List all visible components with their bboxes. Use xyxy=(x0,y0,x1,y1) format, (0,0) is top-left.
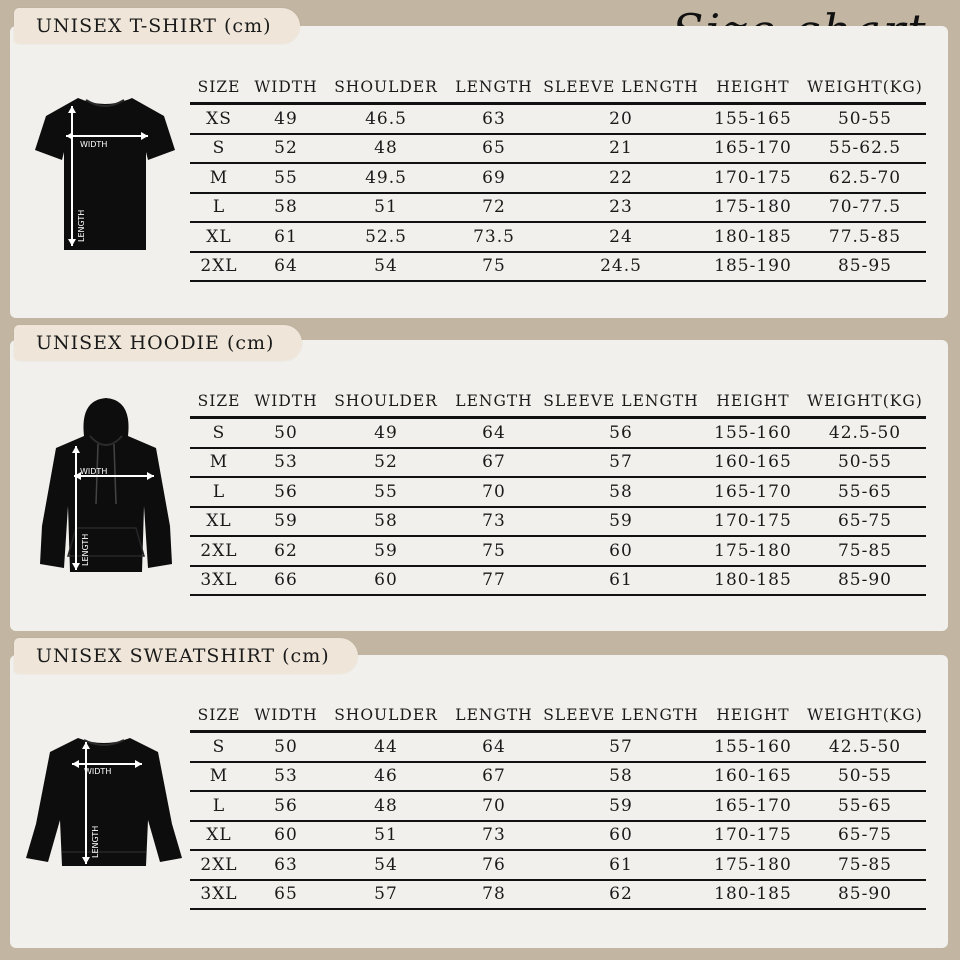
col-header-weight: WEIGHT(KG) xyxy=(804,72,926,104)
cell-weight: 85-90 xyxy=(804,880,926,910)
cell-width: 50 xyxy=(248,418,324,448)
cell-length: 70 xyxy=(448,791,540,821)
length-label: LENGTH xyxy=(77,209,86,242)
cell-shoulder: 46 xyxy=(324,762,448,792)
cell-size: S xyxy=(190,134,248,164)
width-label: WIDTH xyxy=(80,140,108,149)
col-header-width: WIDTH xyxy=(248,72,324,104)
cell-width: 58 xyxy=(248,193,324,223)
width-label: WIDTH xyxy=(80,467,108,476)
cell-width: 64 xyxy=(248,252,324,282)
tshirt-section-label: UNISEX T-SHIRT (cm) xyxy=(14,8,300,44)
cell-length: 67 xyxy=(448,762,540,792)
table-row xyxy=(190,821,926,851)
cell-shoulder: 52.5 xyxy=(324,222,448,252)
cell-length: 73 xyxy=(448,821,540,851)
cell-size: S xyxy=(190,732,248,762)
cell-size: L xyxy=(190,477,248,507)
cell-sleeve-length: 60 xyxy=(540,536,702,566)
cell-size: XL xyxy=(190,821,248,851)
col-header-size: SIZE xyxy=(190,72,248,104)
cell-size: M xyxy=(190,762,248,792)
cell-shoulder: 58 xyxy=(324,507,448,537)
cell-size: XS xyxy=(190,104,248,134)
cell-shoulder: 49.5 xyxy=(324,163,448,193)
cell-sleeve-length: 23 xyxy=(540,193,702,223)
col-header-shoulder: SHOULDER xyxy=(324,386,448,418)
cell-shoulder: 48 xyxy=(324,791,448,821)
cell-shoulder: 54 xyxy=(324,252,448,282)
col-header-length: LENGTH xyxy=(448,386,540,418)
cell-width: 56 xyxy=(248,791,324,821)
table-header-row xyxy=(190,386,926,418)
cell-sleeve-length: 20 xyxy=(540,104,702,134)
cell-sleeve-length: 56 xyxy=(540,418,702,448)
cell-weight: 42.5-50 xyxy=(804,418,926,448)
cell-sleeve-length: 61 xyxy=(540,566,702,596)
col-header-size: SIZE xyxy=(190,700,248,732)
cell-size: 3XL xyxy=(190,880,248,910)
col-header-weight: WEIGHT(KG) xyxy=(804,386,926,418)
cell-sleeve-length: 61 xyxy=(540,850,702,880)
cell-width: 62 xyxy=(248,536,324,566)
cell-height: 155-165 xyxy=(702,104,804,134)
cell-width: 60 xyxy=(248,821,324,851)
cell-sleeve-length: 57 xyxy=(540,448,702,478)
table-row xyxy=(190,762,926,792)
col-header-height: HEIGHT xyxy=(702,700,804,732)
col-header-size: SIZE xyxy=(190,386,248,418)
cell-height: 175-180 xyxy=(702,193,804,223)
table-row xyxy=(190,193,926,223)
cell-length: 76 xyxy=(448,850,540,880)
cell-length: 73.5 xyxy=(448,222,540,252)
table-row xyxy=(190,732,926,762)
cell-height: 165-170 xyxy=(702,477,804,507)
cell-height: 170-175 xyxy=(702,163,804,193)
cell-weight: 77.5-85 xyxy=(804,222,926,252)
cell-size: L xyxy=(190,193,248,223)
cell-length: 75 xyxy=(448,536,540,566)
table-row xyxy=(190,222,926,252)
cell-length: 73 xyxy=(448,507,540,537)
cell-size: 2XL xyxy=(190,536,248,566)
cell-height: 175-180 xyxy=(702,536,804,566)
cell-height: 175-180 xyxy=(702,850,804,880)
col-header-length: LENGTH xyxy=(448,700,540,732)
tshirt-icon xyxy=(34,94,176,254)
table-row xyxy=(190,418,926,448)
cell-size: S xyxy=(190,418,248,448)
table-row xyxy=(190,104,926,134)
cell-length: 65 xyxy=(448,134,540,164)
tshirt-size-table xyxy=(190,72,926,282)
cell-sleeve-length: 58 xyxy=(540,477,702,507)
cell-sleeve-length: 62 xyxy=(540,880,702,910)
cell-width: 61 xyxy=(248,222,324,252)
cell-length: 64 xyxy=(448,418,540,448)
cell-height: 185-190 xyxy=(702,252,804,282)
col-header-sleeve-length: SLEEVE LENGTH xyxy=(540,700,702,732)
cell-shoulder: 44 xyxy=(324,732,448,762)
cell-height: 155-160 xyxy=(702,732,804,762)
cell-height: 170-175 xyxy=(702,821,804,851)
cell-sleeve-length: 59 xyxy=(540,507,702,537)
cell-weight: 75-85 xyxy=(804,850,926,880)
cell-height: 170-175 xyxy=(702,507,804,537)
cell-height: 180-185 xyxy=(702,566,804,596)
col-header-sleeve-length: SLEEVE LENGTH xyxy=(540,386,702,418)
length-label: LENGTH xyxy=(81,533,90,566)
cell-height: 180-185 xyxy=(702,222,804,252)
cell-shoulder: 52 xyxy=(324,448,448,478)
table-row xyxy=(190,536,926,566)
cell-weight: 65-75 xyxy=(804,507,926,537)
cell-sleeve-length: 60 xyxy=(540,821,702,851)
cell-shoulder: 59 xyxy=(324,536,448,566)
cell-weight: 50-55 xyxy=(804,104,926,134)
table-row xyxy=(190,252,926,282)
cell-weight: 55-65 xyxy=(804,477,926,507)
cell-weight: 55-65 xyxy=(804,791,926,821)
col-header-height: HEIGHT xyxy=(702,386,804,418)
cell-weight: 42.5-50 xyxy=(804,732,926,762)
hoodie-icon xyxy=(36,396,174,574)
cell-shoulder: 54 xyxy=(324,850,448,880)
cell-width: 65 xyxy=(248,880,324,910)
cell-sleeve-length: 59 xyxy=(540,791,702,821)
cell-length: 63 xyxy=(448,104,540,134)
cell-weight: 75-85 xyxy=(804,536,926,566)
cell-sleeve-length: 24 xyxy=(540,222,702,252)
cell-size: L xyxy=(190,791,248,821)
cell-width: 66 xyxy=(248,566,324,596)
cell-shoulder: 55 xyxy=(324,477,448,507)
cell-height: 160-165 xyxy=(702,448,804,478)
cell-height: 155-160 xyxy=(702,418,804,448)
col-header-shoulder: SHOULDER xyxy=(324,700,448,732)
cell-width: 53 xyxy=(248,448,324,478)
cell-size: M xyxy=(190,163,248,193)
col-header-width: WIDTH xyxy=(248,386,324,418)
cell-size: 3XL xyxy=(190,566,248,596)
cell-shoulder: 57 xyxy=(324,880,448,910)
table-header-row xyxy=(190,700,926,732)
cell-size: XL xyxy=(190,507,248,537)
table-header-row xyxy=(190,72,926,104)
cell-length: 78 xyxy=(448,880,540,910)
col-header-shoulder: SHOULDER xyxy=(324,72,448,104)
cell-size: XL xyxy=(190,222,248,252)
cell-shoulder: 48 xyxy=(324,134,448,164)
table-row xyxy=(190,850,926,880)
cell-height: 165-170 xyxy=(702,791,804,821)
length-label: LENGTH xyxy=(91,825,100,858)
cell-sleeve-length: 22 xyxy=(540,163,702,193)
cell-sleeve-length: 21 xyxy=(540,134,702,164)
table-row xyxy=(190,507,926,537)
cell-sleeve-length: 24.5 xyxy=(540,252,702,282)
table-row xyxy=(190,448,926,478)
cell-width: 52 xyxy=(248,134,324,164)
cell-size: 2XL xyxy=(190,252,248,282)
col-header-height: HEIGHT xyxy=(702,72,804,104)
cell-height: 160-165 xyxy=(702,762,804,792)
cell-sleeve-length: 58 xyxy=(540,762,702,792)
cell-weight: 50-55 xyxy=(804,448,926,478)
cell-weight: 85-95 xyxy=(804,252,926,282)
cell-weight: 62.5-70 xyxy=(804,163,926,193)
cell-shoulder: 51 xyxy=(324,193,448,223)
cell-height: 165-170 xyxy=(702,134,804,164)
col-header-width: WIDTH xyxy=(248,700,324,732)
hoodie-section-label: UNISEX HOODIE (cm) xyxy=(14,325,302,361)
cell-width: 53 xyxy=(248,762,324,792)
cell-size: 2XL xyxy=(190,850,248,880)
hoodie-size-table xyxy=(190,386,926,596)
sweatshirt-icon xyxy=(24,734,184,868)
table-row xyxy=(190,163,926,193)
cell-length: 67 xyxy=(448,448,540,478)
cell-length: 72 xyxy=(448,193,540,223)
cell-width: 55 xyxy=(248,163,324,193)
col-header-weight: WEIGHT(KG) xyxy=(804,700,926,732)
cell-weight: 50-55 xyxy=(804,762,926,792)
table-row xyxy=(190,791,926,821)
cell-width: 49 xyxy=(248,104,324,134)
cell-height: 180-185 xyxy=(702,880,804,910)
cell-width: 56 xyxy=(248,477,324,507)
cell-shoulder: 49 xyxy=(324,418,448,448)
cell-width: 63 xyxy=(248,850,324,880)
cell-length: 70 xyxy=(448,477,540,507)
table-row xyxy=(190,566,926,596)
table-row xyxy=(190,134,926,164)
cell-length: 77 xyxy=(448,566,540,596)
cell-shoulder: 46.5 xyxy=(324,104,448,134)
cell-length: 64 xyxy=(448,732,540,762)
width-label: WIDTH xyxy=(84,767,112,776)
table-row xyxy=(190,477,926,507)
cell-width: 59 xyxy=(248,507,324,537)
cell-length: 69 xyxy=(448,163,540,193)
sweatshirt-size-table xyxy=(190,700,926,910)
cell-length: 75 xyxy=(448,252,540,282)
cell-shoulder: 51 xyxy=(324,821,448,851)
cell-weight: 55-62.5 xyxy=(804,134,926,164)
sweatshirt-section-label: UNISEX SWEATSHIRT (cm) xyxy=(14,638,358,674)
cell-weight: 65-75 xyxy=(804,821,926,851)
cell-sleeve-length: 57 xyxy=(540,732,702,762)
table-row xyxy=(190,880,926,910)
cell-weight: 85-90 xyxy=(804,566,926,596)
cell-weight: 70-77.5 xyxy=(804,193,926,223)
col-header-length: LENGTH xyxy=(448,72,540,104)
cell-shoulder: 60 xyxy=(324,566,448,596)
col-header-sleeve-length: SLEEVE LENGTH xyxy=(540,72,702,104)
cell-size: M xyxy=(190,448,248,478)
cell-width: 50 xyxy=(248,732,324,762)
